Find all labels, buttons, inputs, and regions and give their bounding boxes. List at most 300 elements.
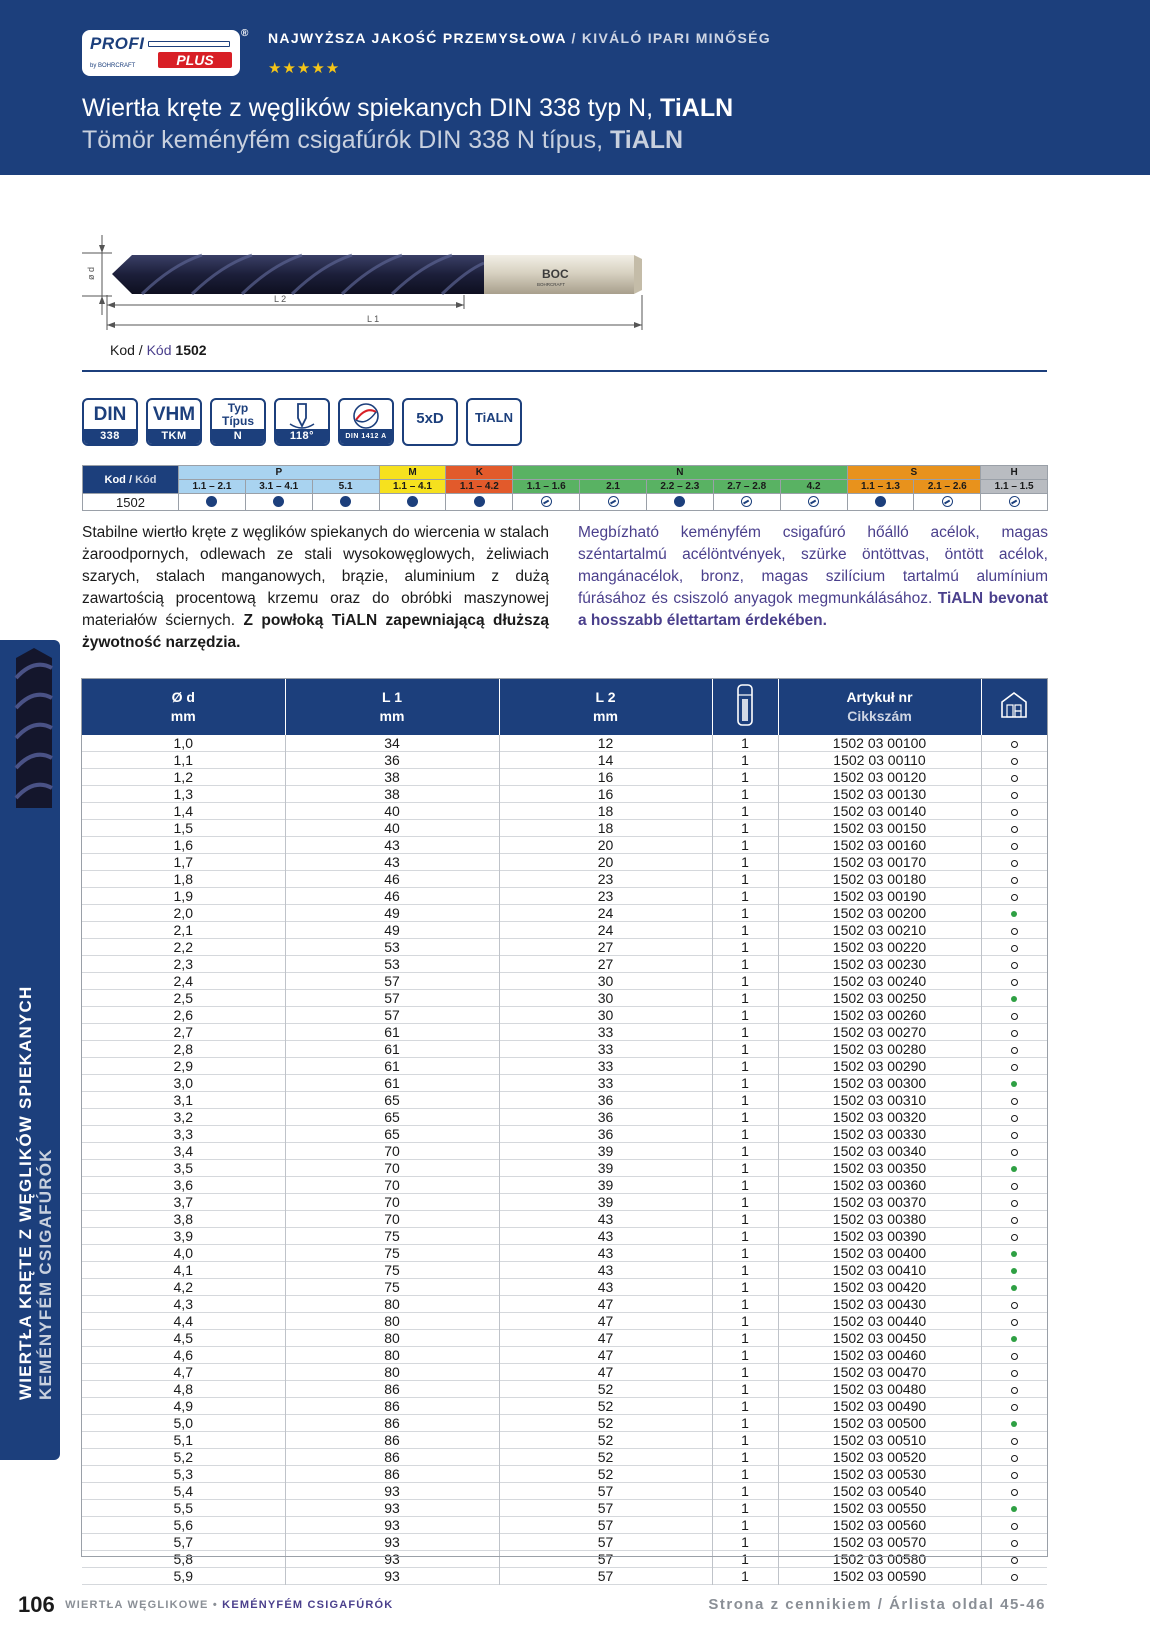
description-pl-bold: Z powłoką TiALN zapewniającą dłuższą żywotność narzędzia. <box>82 612 549 651</box>
cell-article: 1502 03 00250 <box>778 990 981 1007</box>
material-range: 1.1 – 1.5 <box>981 480 1048 494</box>
header-article-pl: Artykuł nr <box>846 689 913 705</box>
cell-article: 1502 03 00270 <box>778 1024 981 1041</box>
description-pl <box>82 522 549 654</box>
cell-stock <box>981 820 1047 837</box>
material-code-value: 1502 <box>83 494 179 511</box>
table-row <box>82 1194 1047 1211</box>
on-order-icon <box>1011 894 1018 901</box>
cell-article: 1502 03 00200 <box>778 905 981 922</box>
suitable-limited-icon <box>808 496 819 507</box>
material-mark <box>780 494 847 511</box>
table-row <box>82 1262 1047 1279</box>
in-stock-icon <box>1011 1336 1017 1342</box>
cell-l1: 61 <box>285 1058 499 1075</box>
badge-tialn <box>466 398 522 446</box>
badge-5xd-text: 5xD <box>416 410 444 427</box>
cell-pack: 1 <box>712 1313 778 1330</box>
description-pl-text: Stabilne wiertło kręte z węglików spiekanych do wiercenia w stalach żaroodpornych, odlewach ze stali wysokowęglowych, żeliwiach szarych, stalach manganowych, brązie, aluminium z dużą zawartością procentową krzemu oraz do obróbki maszynowej materiałów ściernych. <box>82 524 549 629</box>
table-row <box>82 1483 1047 1500</box>
cell-l1: 86 <box>285 1381 499 1398</box>
cell-l1: 49 <box>285 905 499 922</box>
on-order-icon <box>1011 945 1018 952</box>
table-row <box>82 1449 1047 1466</box>
on-order-icon <box>1011 826 1018 833</box>
cell-article: 1502 03 00520 <box>778 1449 981 1466</box>
in-stock-icon <box>1011 996 1017 1002</box>
cell-diameter: 3,8 <box>82 1211 285 1228</box>
cell-l1: 80 <box>285 1296 499 1313</box>
cell-diameter: 1,6 <box>82 837 285 854</box>
cell-article: 1502 03 00490 <box>778 1398 981 1415</box>
cell-l2: 47 <box>499 1313 712 1330</box>
cell-stock <box>981 939 1047 956</box>
title-hu-text: Tömör keményfém csigafúrók DIN 338 N típus, <box>82 126 610 154</box>
material-range: 1.1 – 4.1 <box>379 480 446 494</box>
cell-stock <box>981 871 1047 888</box>
cell-l1: 70 <box>285 1211 499 1228</box>
cell-stock <box>981 1228 1047 1245</box>
cell-pack: 1 <box>712 1092 778 1109</box>
logo-drill-icon <box>148 41 230 47</box>
cell-stock <box>981 1245 1047 1262</box>
logo-profi-text: PROFI <box>90 34 145 53</box>
cell-stock <box>981 1194 1047 1211</box>
on-order-icon <box>1011 792 1018 799</box>
cell-article: 1502 03 00290 <box>778 1058 981 1075</box>
cell-l1: 57 <box>285 973 499 990</box>
material-range: 1.1 – 4.2 <box>446 480 513 494</box>
cell-pack: 1 <box>712 1058 778 1075</box>
cell-pack: 1 <box>712 1126 778 1143</box>
cell-stock <box>981 1466 1047 1483</box>
table-row <box>82 1279 1047 1296</box>
cell-article: 1502 03 00530 <box>778 1466 981 1483</box>
cell-pack: 1 <box>712 1228 778 1245</box>
on-order-icon <box>1011 1302 1018 1309</box>
table-row <box>82 939 1047 956</box>
cell-stock <box>981 1381 1047 1398</box>
table-row <box>82 752 1047 769</box>
on-order-icon <box>1011 1149 1018 1156</box>
cell-pack: 1 <box>712 735 778 752</box>
footer-section-hu: KEMÉNYFÉM CSIGAFÚRÓK <box>222 1599 394 1611</box>
in-stock-icon <box>1011 1081 1017 1087</box>
cell-l1: 38 <box>285 786 499 803</box>
cell-article: 1502 03 00580 <box>778 1551 981 1568</box>
on-order-icon <box>1011 1047 1018 1054</box>
material-group-k: K <box>446 466 513 480</box>
header-stock <box>981 679 1047 735</box>
on-order-icon <box>1011 843 1018 850</box>
table-row <box>82 905 1047 922</box>
cell-l2: 27 <box>499 939 712 956</box>
cell-l1: 86 <box>285 1449 499 1466</box>
footer-price-reference: Strona z cennikiem / Árlista oldal 45-46 <box>708 1596 1046 1613</box>
cell-stock <box>981 735 1047 752</box>
cell-diameter: 2,4 <box>82 973 285 990</box>
material-suitability-table <box>82 465 1048 511</box>
cell-l2: 47 <box>499 1330 712 1347</box>
on-order-icon <box>1011 877 1018 884</box>
cell-stock <box>981 1092 1047 1109</box>
cell-diameter: 1,9 <box>82 888 285 905</box>
cell-stock <box>981 922 1047 939</box>
drill-drawing <box>82 225 702 345</box>
cell-l2: 52 <box>499 1398 712 1415</box>
title-pl-text: Wiertła kręte z węglików spiekanych DIN 338 typ N, <box>82 94 660 122</box>
cell-diameter: 2,5 <box>82 990 285 1007</box>
cell-l1: 46 <box>285 888 499 905</box>
article-table-body <box>82 735 1047 1585</box>
cell-pack: 1 <box>712 1398 778 1415</box>
tagline-pl: NAJWYŻSZA JAKOŚĆ PRZEMYSŁOWA <box>268 30 567 46</box>
header-diameter-unit: mm <box>170 708 196 724</box>
on-order-icon <box>1011 1387 1018 1394</box>
cell-diameter: 3,5 <box>82 1160 285 1177</box>
cell-l1: 61 <box>285 1024 499 1041</box>
cell-pack: 1 <box>712 1347 778 1364</box>
cell-pack: 1 <box>712 1330 778 1347</box>
cell-pack: 1 <box>712 1483 778 1500</box>
header-diameter-label: Ø d <box>171 689 195 705</box>
suitable-limited-icon <box>942 496 953 507</box>
cell-l2: 24 <box>499 905 712 922</box>
cell-l1: 75 <box>285 1228 499 1245</box>
table-row <box>82 1381 1047 1398</box>
table-row <box>82 871 1047 888</box>
cell-pack: 1 <box>712 973 778 990</box>
profi-plus-logo <box>82 30 240 76</box>
cell-article: 1502 03 00230 <box>778 956 981 973</box>
cell-l2: 57 <box>499 1517 712 1534</box>
cell-l1: 93 <box>285 1483 499 1500</box>
cell-diameter: 1,7 <box>82 854 285 871</box>
cell-l2: 30 <box>499 1007 712 1024</box>
cell-l2: 36 <box>499 1126 712 1143</box>
suitable-limited-icon <box>608 496 619 507</box>
material-mark <box>981 494 1048 511</box>
cell-l1: 65 <box>285 1126 499 1143</box>
cell-stock <box>981 1432 1047 1449</box>
suitable-full-icon <box>273 496 284 507</box>
material-mark <box>580 494 647 511</box>
cell-pack: 1 <box>712 990 778 1007</box>
badge-point-angle <box>274 398 330 446</box>
cell-article: 1502 03 00570 <box>778 1534 981 1551</box>
cell-article: 1502 03 00150 <box>778 820 981 837</box>
table-row <box>82 769 1047 786</box>
on-order-icon <box>1011 1183 1018 1190</box>
cell-diameter: 4,8 <box>82 1381 285 1398</box>
cell-diameter: 4,6 <box>82 1347 285 1364</box>
badge-spiral-point-bottom: DIN 1412 A <box>340 429 392 444</box>
cell-stock <box>981 854 1047 871</box>
registered-mark: ® <box>241 28 249 39</box>
in-stock-icon <box>1011 1268 1017 1274</box>
header-l1 <box>285 679 499 735</box>
material-range: 2.1 – 2.6 <box>914 480 981 494</box>
cell-diameter: 2,7 <box>82 1024 285 1041</box>
table-row <box>82 1415 1047 1432</box>
cell-pack: 1 <box>712 1415 778 1432</box>
cell-article: 1502 03 00560 <box>778 1517 981 1534</box>
cell-diameter: 4,7 <box>82 1364 285 1381</box>
cell-l2: 43 <box>499 1245 712 1262</box>
cell-pack: 1 <box>712 905 778 922</box>
cell-l2: 43 <box>499 1211 712 1228</box>
cell-l1: 70 <box>285 1194 499 1211</box>
cell-diameter: 4,4 <box>82 1313 285 1330</box>
material-range: 2.1 <box>580 480 647 494</box>
cell-l2: 52 <box>499 1415 712 1432</box>
code-label-pl: Kod <box>110 342 135 358</box>
cell-l1: 65 <box>285 1092 499 1109</box>
cell-pack: 1 <box>712 1449 778 1466</box>
on-order-icon <box>1011 1234 1018 1241</box>
on-order-icon <box>1011 1523 1018 1530</box>
cell-l2: 57 <box>499 1568 712 1585</box>
spiral-point-icon <box>340 400 392 432</box>
material-mark <box>179 494 246 511</box>
cell-l1: 49 <box>285 922 499 939</box>
badge-type-top: Typ <box>227 401 249 415</box>
cell-diameter: 2,2 <box>82 939 285 956</box>
cell-l2: 36 <box>499 1092 712 1109</box>
cell-stock <box>981 1211 1047 1228</box>
cell-l1: 80 <box>285 1347 499 1364</box>
badge-point-angle-bottom: 118° <box>276 429 328 444</box>
cell-article: 1502 03 00350 <box>778 1160 981 1177</box>
cell-l2: 57 <box>499 1551 712 1568</box>
material-range: 2.2 – 2.3 <box>646 480 713 494</box>
cell-stock <box>981 1262 1047 1279</box>
in-stock-icon <box>1011 1251 1017 1257</box>
cell-stock <box>981 1109 1047 1126</box>
side-tab-text <box>16 986 56 1400</box>
table-row <box>82 1517 1047 1534</box>
table-row <box>82 1024 1047 1041</box>
warehouse-icon <box>999 690 1029 720</box>
badge-din-bottom: 338 <box>84 429 136 444</box>
on-order-icon <box>1011 1472 1018 1479</box>
cell-diameter: 5,1 <box>82 1432 285 1449</box>
cell-article: 1502 03 00100 <box>778 735 981 752</box>
cell-l1: 75 <box>285 1279 499 1296</box>
cell-article: 1502 03 00170 <box>778 854 981 871</box>
tagline-hu: KIVÁLÓ IPARI MINŐSÉG <box>581 30 771 46</box>
cell-stock <box>981 1347 1047 1364</box>
cell-pack: 1 <box>712 1466 778 1483</box>
cell-stock <box>981 1160 1047 1177</box>
on-order-icon <box>1011 809 1018 816</box>
cell-l1: 93 <box>285 1568 499 1585</box>
footer-dot: • <box>208 1599 223 1611</box>
cell-diameter: 1,8 <box>82 871 285 888</box>
cell-diameter: 1,4 <box>82 803 285 820</box>
cell-article: 1502 03 00340 <box>778 1143 981 1160</box>
material-range: 1.1 – 2.1 <box>179 480 246 494</box>
cell-article: 1502 03 00460 <box>778 1347 981 1364</box>
table-row <box>82 922 1047 939</box>
cell-pack: 1 <box>712 1007 778 1024</box>
cell-article: 1502 03 00190 <box>778 888 981 905</box>
table-row <box>82 1313 1047 1330</box>
cell-l2: 43 <box>499 1262 712 1279</box>
cell-stock <box>981 786 1047 803</box>
header-l1-label: L 1 <box>382 689 402 705</box>
cell-diameter: 3,7 <box>82 1194 285 1211</box>
cell-diameter: 1,3 <box>82 786 285 803</box>
cell-pack: 1 <box>712 1381 778 1398</box>
table-row <box>82 1109 1047 1126</box>
table-row <box>82 1143 1047 1160</box>
cell-diameter: 4,0 <box>82 1245 285 1262</box>
table-row <box>82 1075 1047 1092</box>
cell-article: 1502 03 00260 <box>778 1007 981 1024</box>
cell-diameter: 2,6 <box>82 1007 285 1024</box>
cell-l2: 47 <box>499 1296 712 1313</box>
cell-pack: 1 <box>712 1194 778 1211</box>
drill-illustration <box>82 225 702 345</box>
cell-stock <box>981 1296 1047 1313</box>
cell-pack: 1 <box>712 871 778 888</box>
cell-stock <box>981 1075 1047 1092</box>
cell-l2: 16 <box>499 769 712 786</box>
material-group-s: S <box>847 466 981 480</box>
header-l2-label: L 2 <box>595 689 616 705</box>
cell-article: 1502 03 00310 <box>778 1092 981 1109</box>
on-order-icon <box>1011 758 1018 765</box>
cell-stock <box>981 1500 1047 1517</box>
cell-article: 1502 03 00550 <box>778 1500 981 1517</box>
badge-vhm <box>146 398 202 446</box>
description-hu-bold: TiALN bevonat a hosszabb élettartam érdekében. <box>578 590 1048 629</box>
header-article <box>778 679 981 735</box>
table-row <box>82 837 1047 854</box>
cell-l1: 36 <box>285 752 499 769</box>
cell-pack: 1 <box>712 939 778 956</box>
cell-stock <box>981 1415 1047 1432</box>
table-row <box>82 1432 1047 1449</box>
footer-section-pl: WIERTŁA WĘGLIKOWE <box>65 1599 209 1611</box>
cell-pack: 1 <box>712 1500 778 1517</box>
cell-article: 1502 03 00140 <box>778 803 981 820</box>
cell-article: 1502 03 00160 <box>778 837 981 854</box>
cell-l1: 80 <box>285 1313 499 1330</box>
point-angle-icon <box>276 400 328 432</box>
cell-pack: 1 <box>712 1177 778 1194</box>
cell-article: 1502 03 00220 <box>778 939 981 956</box>
table-row <box>82 854 1047 871</box>
suitable-full-icon <box>407 496 418 507</box>
cell-l2: 57 <box>499 1500 712 1517</box>
table-row <box>82 888 1047 905</box>
cell-article: 1502 03 00240 <box>778 973 981 990</box>
material-group-n: N <box>513 466 847 480</box>
suitable-limited-icon <box>1009 496 1020 507</box>
cell-l2: 39 <box>499 1177 712 1194</box>
cell-stock <box>981 1568 1047 1585</box>
cell-diameter: 3,0 <box>82 1075 285 1092</box>
table-row <box>82 1296 1047 1313</box>
cell-diameter: 4,3 <box>82 1296 285 1313</box>
cell-diameter: 1,1 <box>82 752 285 769</box>
cell-pack: 1 <box>712 1568 778 1585</box>
cell-diameter: 5,6 <box>82 1517 285 1534</box>
cell-stock <box>981 1330 1047 1347</box>
cell-pack: 1 <box>712 854 778 871</box>
article-table-header <box>82 679 1047 735</box>
material-mark <box>914 494 981 511</box>
cell-stock <box>981 752 1047 769</box>
cell-pack: 1 <box>712 1109 778 1126</box>
suitable-full-icon <box>674 496 685 507</box>
article-table <box>82 679 1047 1585</box>
in-stock-icon <box>1011 1506 1017 1512</box>
cell-article: 1502 03 00390 <box>778 1228 981 1245</box>
material-mark <box>847 494 914 511</box>
header-l2-unit: mm <box>593 708 618 724</box>
cell-pack: 1 <box>712 803 778 820</box>
page-header <box>0 0 1150 175</box>
header-pack <box>712 679 778 735</box>
on-order-icon <box>1011 1455 1018 1462</box>
material-range: 4.2 <box>780 480 847 494</box>
material-mark <box>312 494 379 511</box>
badge-type <box>210 398 266 446</box>
cell-article: 1502 03 00110 <box>778 752 981 769</box>
suitable-limited-icon <box>541 496 552 507</box>
rating-stars: ★★★★★ <box>268 60 341 77</box>
on-order-icon <box>1011 1030 1018 1037</box>
material-mark <box>646 494 713 511</box>
cell-article: 1502 03 00380 <box>778 1211 981 1228</box>
table-row <box>82 1126 1047 1143</box>
code-value: 1502 <box>175 342 207 358</box>
cell-l1: 86 <box>285 1398 499 1415</box>
cell-article: 1502 03 00440 <box>778 1313 981 1330</box>
cell-stock <box>981 905 1047 922</box>
table-row <box>82 820 1047 837</box>
page-number: 106 <box>18 1592 55 1617</box>
cell-l1: 38 <box>285 769 499 786</box>
cell-l1: 34 <box>285 735 499 752</box>
cell-l1: 86 <box>285 1432 499 1449</box>
material-mark <box>513 494 580 511</box>
badge-din-top: DIN <box>93 404 127 425</box>
cell-l2: 52 <box>499 1381 712 1398</box>
cell-stock <box>981 1007 1047 1024</box>
table-row <box>82 990 1047 1007</box>
tagline-separator: / <box>566 30 582 46</box>
cell-article: 1502 03 00280 <box>778 1041 981 1058</box>
material-range-row <box>83 480 1048 494</box>
table-row <box>82 1041 1047 1058</box>
table-row <box>82 1228 1047 1245</box>
table-row <box>82 803 1047 820</box>
cell-article: 1502 03 00450 <box>778 1330 981 1347</box>
cell-diameter: 2,0 <box>82 905 285 922</box>
header-article-hu: Cikkszám <box>847 708 912 724</box>
cell-l2: 39 <box>499 1143 712 1160</box>
badge-type-bottom: N <box>212 429 264 444</box>
cell-stock <box>981 1313 1047 1330</box>
cell-article: 1502 03 00470 <box>778 1364 981 1381</box>
material-group-p: P <box>179 466 380 480</box>
cell-stock <box>981 1143 1047 1160</box>
cell-stock <box>981 990 1047 1007</box>
